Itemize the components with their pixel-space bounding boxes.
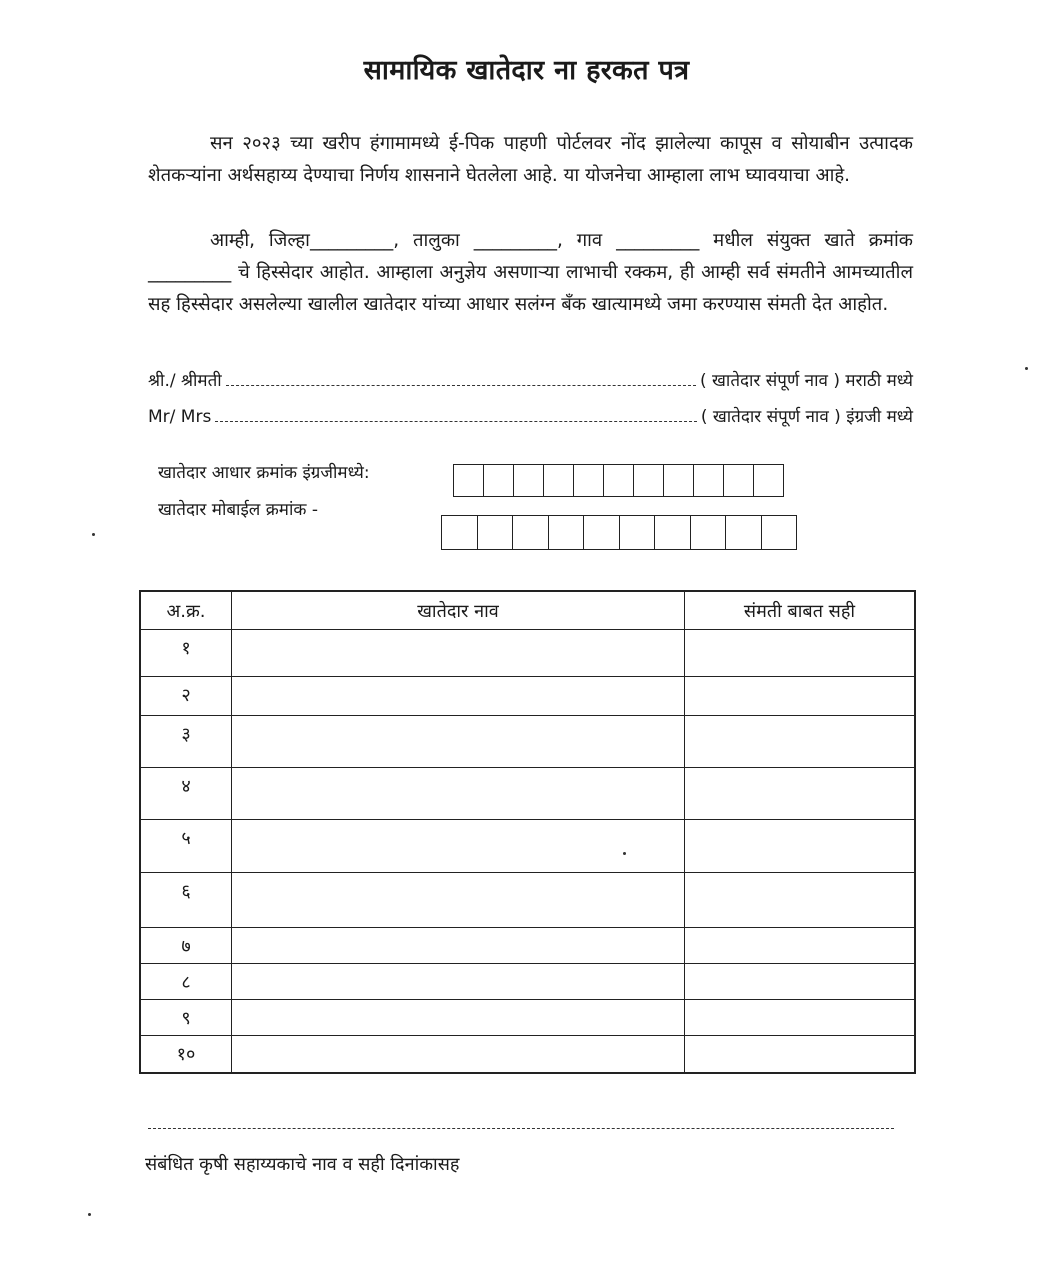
- table-row: [140, 820, 915, 873]
- english-name-prefix: Mr/ Mrs: [148, 407, 212, 427]
- aadhaar-digit-box[interactable]: [634, 465, 664, 496]
- mobile-digit-box[interactable]: [655, 516, 691, 549]
- holder-name-cell[interactable]: [232, 677, 685, 716]
- table-row: [140, 630, 915, 677]
- mobile-label: खातेदार मोबाईल क्रमांक -: [158, 500, 318, 520]
- aadhaar-digit-box[interactable]: [514, 465, 544, 496]
- serial-cell: ८: [140, 964, 232, 1000]
- paragraph-intro-text: सन २०२३ च्या खरीप हंगामामध्ये ई-पिक पाहणी पोर्टलवर नोंद झालेल्या कापूस व सोयाबीन उत्पादक शेतकऱ्यांना अर्थसहाय्य देण्याचा निर्णय शासनाने घेतलेला आहे. या योजनेचा आम्हाला लाभ घ्यावयाचा आहे.: [148, 133, 913, 186]
- mobile-digit-box[interactable]: [478, 516, 514, 549]
- aadhaar-label: खातेदार आधार क्रमांक इंग्रजीमध्ये:: [158, 463, 370, 483]
- holder-name-cell[interactable]: [232, 630, 685, 677]
- english-name-blank[interactable]: [215, 407, 697, 422]
- aadhaar-digit-box[interactable]: [454, 465, 484, 496]
- marathi-name-suffix: ( खातेदार संपूर्ण नाव ) मराठी मध्ये: [699, 371, 913, 391]
- serial-cell: १०: [140, 1036, 232, 1073]
- holder-name-cell[interactable]: [232, 928, 685, 964]
- serial-cell: ९: [140, 1000, 232, 1036]
- signature-cell[interactable]: [685, 630, 916, 677]
- mobile-digit-box[interactable]: [726, 516, 762, 549]
- serial-cell: ७: [140, 928, 232, 964]
- signature-cell[interactable]: [685, 820, 916, 873]
- holder-name-cell[interactable]: [232, 768, 685, 820]
- holder-name-cell[interactable]: [232, 820, 685, 873]
- table-row: [140, 716, 915, 768]
- mobile-digit-box[interactable]: [442, 516, 478, 549]
- table-row: [140, 873, 915, 928]
- paragraph-consent-text: आम्ही, जिल्हा_________, तालुका _________, गाव _________ मधील संयुक्त खाते क्रमांक _________ चे हिस्सेदार आहोत. आम्हाला अनुज्ञेय असणाऱ्या लाभाची रक्कम, ही आम्ही सर्व संमतीने आमच्यातील सह हिस्सेदार असलेल्या खालील खातेदार यांच्या आधार सलंग्न बँक खात्यामध्ये जमा करण्यास संमती देत आहोत.: [148, 230, 913, 315]
- holder-name-cell[interactable]: [232, 716, 685, 768]
- header-holder-name: खातेदार नाव: [232, 591, 685, 630]
- table-row: [140, 768, 915, 820]
- holder-name-marathi-row: [148, 368, 913, 391]
- signature-cell[interactable]: [685, 873, 916, 928]
- aadhaar-digit-box[interactable]: [604, 465, 634, 496]
- scan-speck: [92, 533, 95, 536]
- mobile-digit-box[interactable]: [620, 516, 656, 549]
- signature-cell[interactable]: [685, 964, 916, 1000]
- serial-cell: ३: [140, 716, 232, 768]
- holder-name-english-row: [148, 404, 913, 427]
- serial-cell: १: [140, 630, 232, 677]
- scan-speck: [1025, 367, 1028, 370]
- holder-name-cell[interactable]: [232, 1000, 685, 1036]
- serial-cell: ६: [140, 873, 232, 928]
- marathi-name-blank[interactable]: [226, 371, 696, 386]
- serial-cell: ४: [140, 768, 232, 820]
- table-row: [140, 964, 915, 1000]
- paragraph-intro: [148, 128, 913, 192]
- mobile-digit-box[interactable]: [549, 516, 585, 549]
- aadhaar-digit-box[interactable]: [664, 465, 694, 496]
- header-serial: अ.क्र.: [140, 591, 232, 630]
- aadhaar-digit-box[interactable]: [694, 465, 724, 496]
- paragraph-consent: [148, 225, 913, 321]
- scan-speck: [623, 852, 626, 855]
- scan-speck: [88, 1213, 91, 1216]
- english-name-suffix: ( खातेदार संपूर्ण नाव ) इंग्रजी मध्ये: [700, 407, 913, 427]
- mobile-digit-boxes[interactable]: [441, 515, 797, 550]
- holder-name-cell[interactable]: [232, 1036, 685, 1073]
- header-consent-signature: संमती बाबत सही: [685, 591, 916, 630]
- mobile-digit-box[interactable]: [691, 516, 727, 549]
- aadhaar-digit-box[interactable]: [754, 465, 783, 496]
- marathi-name-prefix: श्री./ श्रीमती: [148, 371, 222, 391]
- table-row: [140, 928, 915, 964]
- aadhaar-digit-box[interactable]: [544, 465, 574, 496]
- serial-cell: ५: [140, 820, 232, 873]
- signature-label: संबंधित कृषी सहाय्यकाचे नाव व सही दिनांकासह: [145, 1154, 460, 1175]
- mobile-digit-box[interactable]: [762, 516, 797, 549]
- signature-cell[interactable]: [685, 1036, 916, 1073]
- table-row: [140, 1000, 915, 1036]
- signature-cell[interactable]: [685, 1000, 916, 1036]
- signature-cell[interactable]: [685, 716, 916, 768]
- table-row: [140, 677, 915, 716]
- aadhaar-digit-box[interactable]: [484, 465, 514, 496]
- aadhaar-digit-boxes[interactable]: [453, 464, 784, 497]
- aadhaar-digit-box[interactable]: [574, 465, 604, 496]
- signature-line[interactable]: [148, 1128, 894, 1129]
- holder-name-cell[interactable]: [232, 873, 685, 928]
- mobile-digit-box[interactable]: [584, 516, 620, 549]
- account-holders-table: [139, 590, 916, 1074]
- table-header-row: [140, 591, 915, 630]
- signature-cell[interactable]: [685, 768, 916, 820]
- document-title: सामायिक खातेदार ना हरकत पत्र: [363, 55, 690, 86]
- signature-cell[interactable]: [685, 677, 916, 716]
- mobile-digit-box[interactable]: [513, 516, 549, 549]
- holder-name-cell[interactable]: [232, 964, 685, 1000]
- table-row: [140, 1036, 915, 1073]
- signature-cell[interactable]: [685, 928, 916, 964]
- serial-cell: २: [140, 677, 232, 716]
- aadhaar-digit-box[interactable]: [724, 465, 754, 496]
